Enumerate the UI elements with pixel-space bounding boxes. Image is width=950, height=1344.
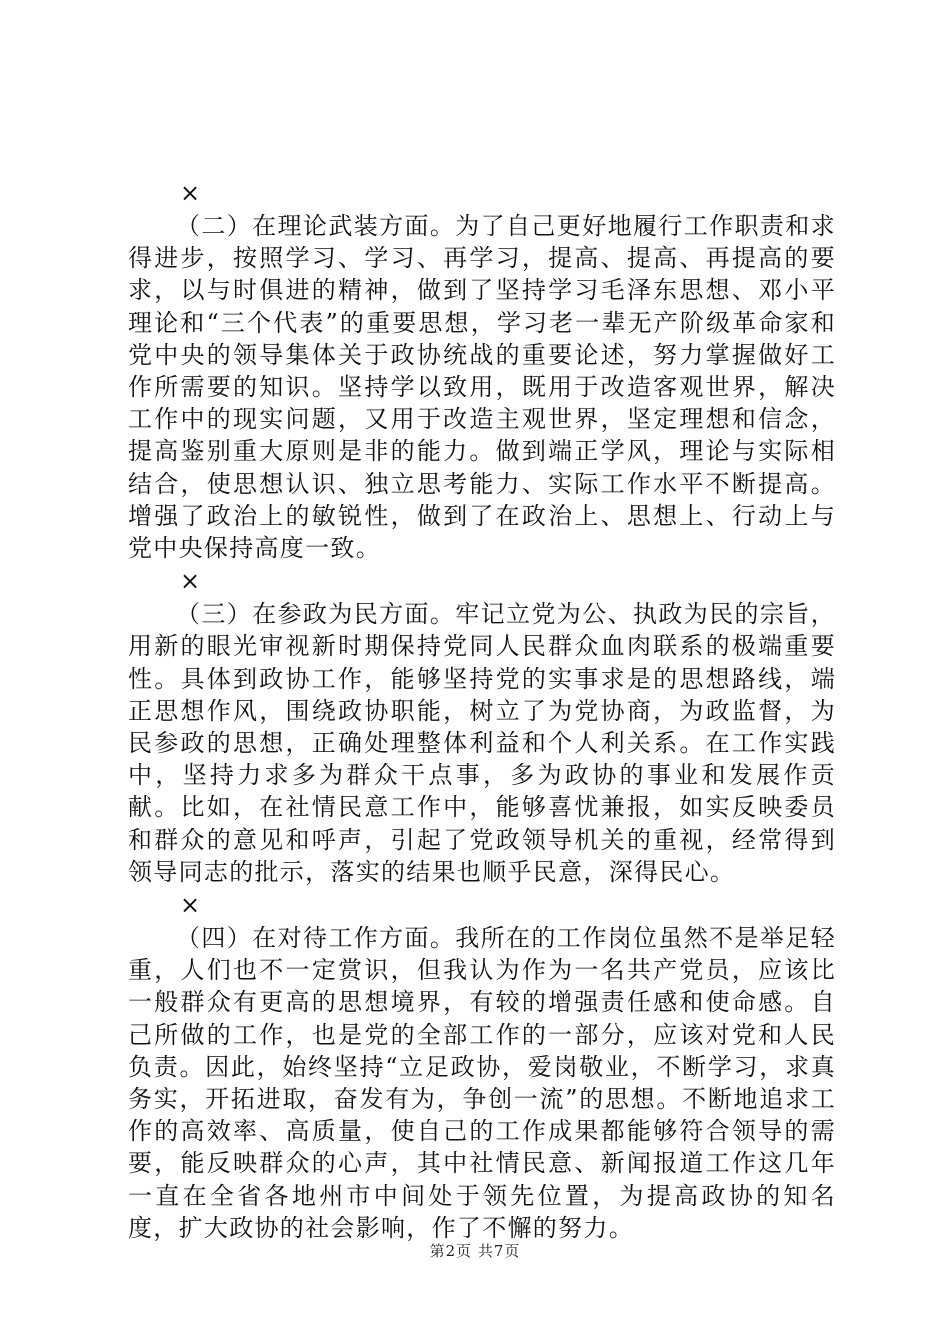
section-paragraph: （二）在理论武装方面。为了自己更好地履行工作职责和求得进步，按照学习、学习、再学习，提高、提高、再提高的要求，以与时俱进的精神，做到了坚持学习毛泽东思想、邓小平理论和“三个代表”的重要思想，学习老一辈无产阶级革命家和党中央的领导集体关于政协统战的重要论述，努力掌握做好工作所需要的知识。坚持学以致用，既用于改造客观世界，解决工作中的现实问题，又用于改造主观世界，坚定理想和信念，提高鉴别重大原则是非的能力。做到端正学风，理论与实际相结合，使思想认识、独立思考能力、实际工作水平不断提高。增强了政治上的敏锐性，做到了在政治上、思想上、行动上与党中央保持高度一致。	[128, 212, 836, 563]
section-marker: ×	[180, 891, 201, 920]
section-marker: ×	[180, 567, 201, 596]
section-paragraph: （四）在对待工作方面。我所在的工作岗位虽然不是举足轻重，人们也不一定赏识，但我认为作为一名共产党员，应该比一般群众有更高的思想境界，有较的增强责任感和使命感。自己所做的工作，也是党的全部工作的一部分，应该对党和人民负责。因此，始终坚持“立足政协，爱岗敬业，不断学习，求真务实，开拓进取，奋发有为，争创一流”的思想。不断地追求工作的高效率、高质量，使自己的工作成果都能够符合领导的需要，能反映群众的心声，其中社情民意、新闻报道工作这几年一直在全省各地州市中间处于领先位置，为提高政协的知名度，扩大政协的社会影响，作了不懈的努力。	[128, 924, 836, 1242]
document-body	[128, 176, 836, 1244]
section-marker: ×	[180, 179, 201, 207]
page-footer: 第2页 共7页	[429, 1242, 521, 1260]
section-paragraph: （三）在参政为民方面。牢记立党为公、执政为民的宗旨，用新的眼光审视新时期保持党同人民群众血肉联系的极端重要性。具体到政协工作，能够坚持党的实事求是的思想路线，端正思想作风，围绕政协职能，树立了为党协商，为政监督，为民参政的思想，正确处理整体利益和个人利关系。在工作实践中，坚持力求多为群众干点事，多为政协的事业和发展作贡献。比如，在社情民意工作中，能够喜忧兼报，如实反映委员和群众的意见和呼声，引起了党政领导机关的重视，经常得到领导同志的批示，落实的结果也顺乎民意，深得民心。	[128, 600, 836, 886]
